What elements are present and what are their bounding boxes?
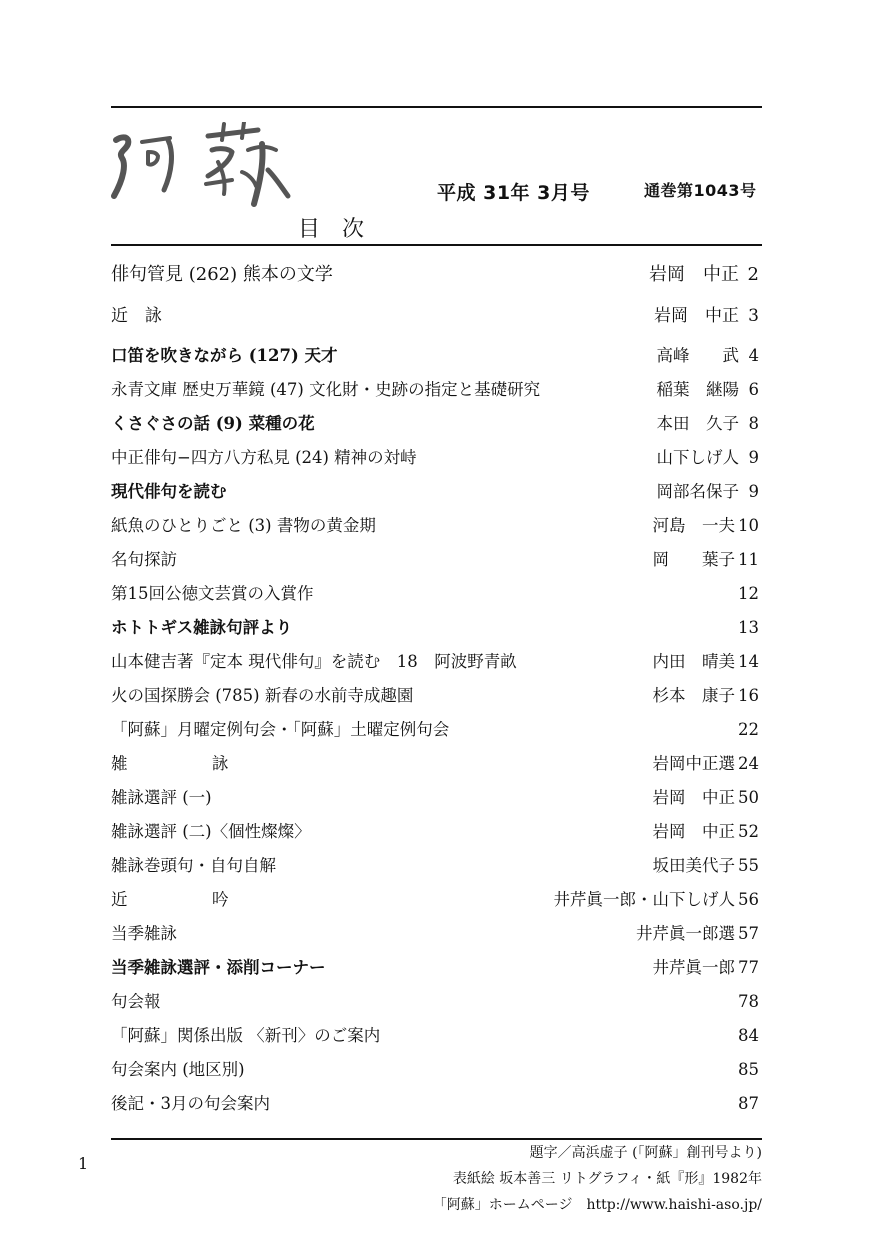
toc-author: 岡 葉子 — [652, 550, 735, 569]
toc-row[interactable] — [111, 883, 759, 917]
toc-row[interactable] — [111, 509, 759, 543]
toc-row[interactable] — [111, 917, 759, 951]
toc-row[interactable] — [111, 713, 759, 747]
toc-row[interactable] — [111, 781, 759, 815]
toc-author: 井芹眞一郎 — [652, 958, 735, 977]
toc-title: 山本健吉著『定本 現代俳句』を読む 18 阿波野青畝 — [111, 652, 517, 671]
toc-page: 56 — [738, 890, 759, 909]
toc-title: 「阿蘇」関係出版 〈新刊〉のご案内 — [111, 1026, 381, 1045]
footer-rule — [111, 1138, 762, 1140]
toc-title: 俳句管見 (262) 熊本の文学 — [111, 264, 333, 285]
page-number: 1 — [78, 1154, 89, 1173]
toc-row[interactable] — [111, 475, 759, 509]
aso-calligraphy-icon — [108, 122, 293, 212]
toc-page: 9 — [748, 482, 759, 501]
toc-row[interactable] — [111, 577, 759, 611]
toc-page: 85 — [738, 1060, 759, 1079]
toc-page: 6 — [748, 380, 759, 399]
toc-title: 名句探訪 — [111, 550, 177, 569]
top-rule — [111, 106, 762, 108]
toc-page: 4 — [748, 346, 759, 365]
toc-title: 口笛を吹きながら (127) 天才 — [111, 346, 338, 365]
toc-page: 24 — [738, 754, 759, 773]
toc-title: 近 詠 — [111, 306, 162, 326]
toc-title: くさぐさの話 (9) 菜種の花 — [111, 414, 315, 433]
toc-title: ホトトギス雑詠句評より — [111, 618, 293, 637]
toc-title: 当季雑詠選評・添削コーナー — [111, 958, 326, 977]
toc-page: 3 — [748, 306, 759, 326]
toc-title: 火の国探勝会 (785) 新春の水前寺成趣園 — [111, 686, 414, 705]
toc-author: 岩岡 中正 — [652, 822, 735, 841]
toc-author: 岩岡 中正 — [654, 306, 739, 326]
toc-title: 当季雑詠 — [111, 924, 177, 943]
toc-row[interactable] — [111, 339, 759, 373]
volume-number: 通巻第1043号 — [644, 181, 757, 200]
table-of-contents — [111, 258, 759, 1121]
homepage-link[interactable]: 「阿蘇」ホームページ http://www.haishi-aso.jp/ — [432, 1197, 762, 1213]
toc-title: 句会報 — [111, 992, 161, 1011]
toc-author: 高峰 武 — [656, 346, 739, 365]
toc-author: 岡部名保子 — [656, 482, 739, 501]
toc-page: 22 — [738, 720, 759, 739]
toc-author: 内田 晴美 — [652, 652, 735, 671]
toc-page: 57 — [738, 924, 759, 943]
toc-author: 山下しげ人 — [656, 448, 739, 467]
toc-author: 井芹眞一郎・山下しげ人 — [553, 890, 735, 909]
toc-title: 永青文庫 歴史万華鏡 (47) 文化財・史跡の指定と基礎研究 — [111, 380, 541, 399]
toc-row[interactable] — [111, 679, 759, 713]
toc-page: 78 — [738, 992, 759, 1011]
toc-row[interactable] — [111, 1053, 759, 1087]
toc-row[interactable] — [111, 815, 759, 849]
toc-title: 雑詠選評 (二)〈個性燦燦〉 — [111, 822, 311, 841]
toc-row[interactable] — [111, 441, 759, 475]
toc-page: 2 — [747, 264, 759, 285]
title-calligraphy-credit: 題字／高浜虚子 (「阿蘇」創刊号より) — [529, 1145, 762, 1161]
toc-page: 55 — [738, 856, 759, 875]
toc-row[interactable] — [111, 849, 759, 883]
toc-author: 岩岡 中正 — [649, 264, 739, 285]
toc-author: 岩岡 中正 — [652, 788, 735, 807]
toc-row[interactable] — [111, 373, 759, 407]
toc-row[interactable] — [111, 543, 759, 577]
toc-page: 87 — [738, 1094, 759, 1113]
toc-row[interactable] — [111, 985, 759, 1019]
toc-row[interactable] — [111, 407, 759, 441]
toc-title: 雑詠巻頭句・自句自解 — [111, 856, 276, 875]
toc-page: 12 — [738, 584, 759, 603]
toc-row[interactable] — [111, 258, 759, 299]
toc-page: 14 — [738, 652, 759, 671]
toc-row[interactable] — [111, 645, 759, 679]
toc-page: 9 — [748, 448, 759, 467]
toc-author: 坂田美代子 — [652, 856, 735, 875]
toc-title: 雑詠選評 (一) — [111, 788, 212, 807]
toc-row[interactable] — [111, 1019, 759, 1053]
toc-author: 河島 一夫 — [652, 516, 735, 535]
header-rule — [111, 244, 762, 246]
cover-art-credit: 表紙絵 坂本善三 リトグラフィ・紙『形』1982年 — [452, 1171, 762, 1187]
toc-page: 50 — [738, 788, 759, 807]
toc-title: 第15回公徳文芸賞の入賞作 — [111, 584, 314, 603]
toc-title: 句会案内 (地区別) — [111, 1060, 245, 1079]
toc-author: 本田 久子 — [656, 414, 739, 433]
toc-title: 「阿蘇」月曜定例句会・「阿蘇」土曜定例句会 — [111, 720, 450, 739]
toc-author: 稲葉 継陽 — [656, 380, 739, 399]
contents-heading: 目次 — [298, 217, 387, 242]
issue-date: 平成 31年 3月号 — [437, 182, 590, 204]
toc-page: 8 — [748, 414, 759, 433]
toc-page: 10 — [738, 516, 759, 535]
toc-author: 岩岡中正選 — [652, 754, 735, 773]
toc-title: 雑 詠 — [111, 754, 263, 773]
toc-author: 杉本 康子 — [652, 686, 735, 705]
toc-title: 紙魚のひとりごと (3) 書物の黄金期 — [111, 516, 376, 535]
toc-author: 井芹眞一郎選 — [636, 924, 735, 943]
toc-page: 16 — [738, 686, 759, 705]
toc-row[interactable] — [111, 951, 759, 985]
toc-row[interactable] — [111, 611, 759, 645]
toc-title: 後記・3月の句会案内 — [111, 1094, 270, 1113]
toc-row[interactable] — [111, 747, 759, 781]
toc-title: 近 吟 — [111, 890, 263, 909]
toc-page: 84 — [738, 1026, 759, 1045]
toc-row[interactable] — [111, 1087, 759, 1121]
toc-title: 現代俳句を読む — [111, 482, 227, 501]
toc-page: 52 — [738, 822, 759, 841]
toc-row[interactable] — [111, 299, 759, 339]
toc-title: 中正俳句−四方八方私見 (24) 精神の対峙 — [111, 448, 417, 467]
aso-calligraphy-logo — [108, 122, 293, 212]
toc-page: 77 — [738, 958, 759, 977]
toc-page: 11 — [738, 550, 759, 569]
toc-page: 13 — [738, 618, 759, 637]
